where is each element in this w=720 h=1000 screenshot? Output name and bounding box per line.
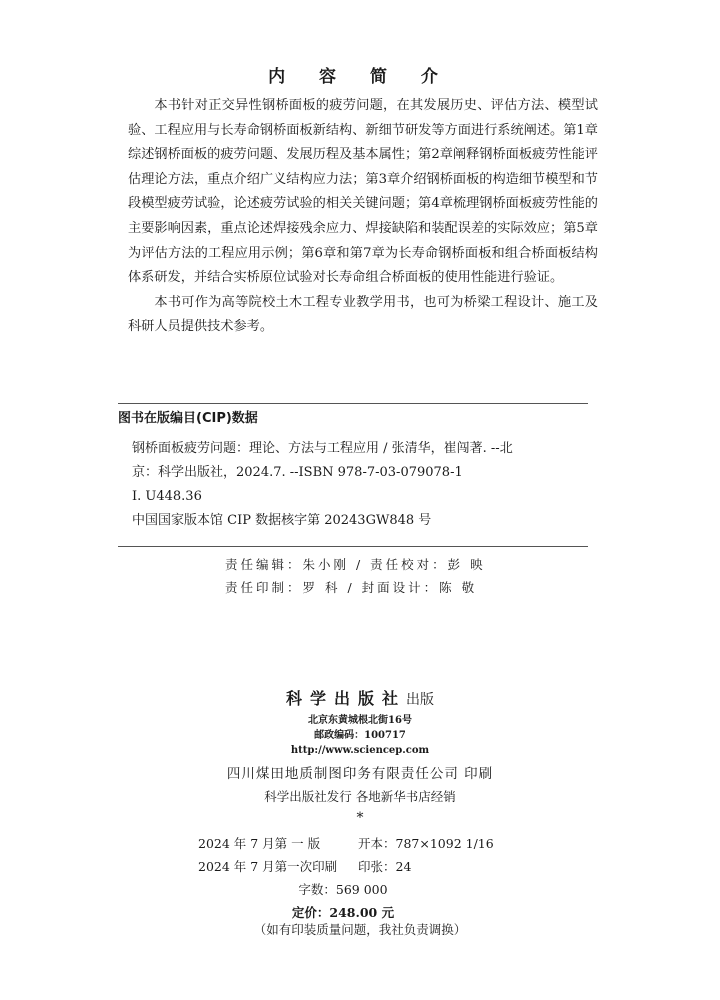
publisher-address: 北京东黄城根北街16号 <box>308 715 412 726</box>
printer: 四川煤田地质制图印务有限责任公司 印刷 <box>226 766 494 782</box>
separator-star: * <box>356 810 364 826</box>
spec-words: 字数：569 000 <box>298 882 388 897</box>
spec-sheets: 印张：24 <box>358 859 412 874</box>
divider-top <box>118 403 588 404</box>
publisher-name: 科学出版社 <box>285 689 406 708</box>
divider-bottom <box>118 546 588 547</box>
summary-paragraph-1: 本书针对正交异性钢桥面板的疲劳问题，在其发展历史、评估方法、模型试验、工程应用与长寿命钢桥面板新结构、新细节研发等方面进行系统阐述。第1章综述钢桥面板的疲劳问题、发展历程及基本属性；第2章阐释钢桥面板疲劳性能评估理论方法，重点介绍广义结构应力法；第3章介绍钢桥面板的构造细节模型和节段模型疲劳试验，论述疲劳试验的相关关键问题；第4章梳理钢桥面板疲劳性能的主要影响因素，重点论述焊接残余应力、焊接缺陷和装配误差的实际效应；第5章为评估方法的工程应用示例；第6章和第7章为长寿命钢桥面板和组合桥面板结构体系研发，并结合实桥原位试验对长寿命组合桥面板的使用性能进行验证。 <box>128 98 598 286</box>
spec-edition: 2024 年 7 月第 一 版 <box>198 836 321 851</box>
quality-note: （如有印装质量问题，我社负责调换） <box>253 922 467 937</box>
cip-heading: 图书在版编目(CIP)数据 <box>118 411 258 426</box>
cip-line-1: 钢桥面板疲劳问题：理论、方法与工程应用 / 张清华，崔闯著. --北 <box>132 441 513 456</box>
publisher-url: http://www.sciencep.com <box>290 745 430 756</box>
editors-line-1: 责任编辑：朱小刚 / 责任校对：彭 映 <box>225 557 486 572</box>
publisher-block <box>0 686 720 758</box>
summary-section <box>128 94 598 340</box>
spec-price: 定价：248.00 元 <box>291 905 395 920</box>
cip-line-4: 中国国家版本馆 CIP 数据核字第 20243GW848 号 <box>132 513 432 528</box>
spec-format: 开本：787×1092 1/16 <box>358 836 494 851</box>
publisher-suffix: 出版 <box>406 692 434 708</box>
editors-block <box>225 553 585 599</box>
distribution: 科学出版社发行 各地新华书店经销 <box>264 789 456 804</box>
cip-block <box>118 409 588 533</box>
cip-line-3: Ⅰ. U448.36 <box>132 489 202 504</box>
cip-line-2: 京：科学出版社，2024.7. --ISBN 978-7-03-079078-1 <box>132 465 463 480</box>
publisher-postcode: 邮政编码：100717 <box>314 730 406 741</box>
page-title: 内 容 简 介 <box>268 67 452 87</box>
summary-paragraph-2: 本书可作为高等院校土木工程专业教学用书，也可为桥梁工程设计、施工及科研人员提供技术参考。 <box>128 294 598 335</box>
editors-line-2: 责任印制：罗 科 / 封面设计：陈 敬 <box>225 580 478 595</box>
specs-block <box>198 832 528 924</box>
spec-printing: 2024 年 7 月第一次印刷 <box>198 859 338 874</box>
